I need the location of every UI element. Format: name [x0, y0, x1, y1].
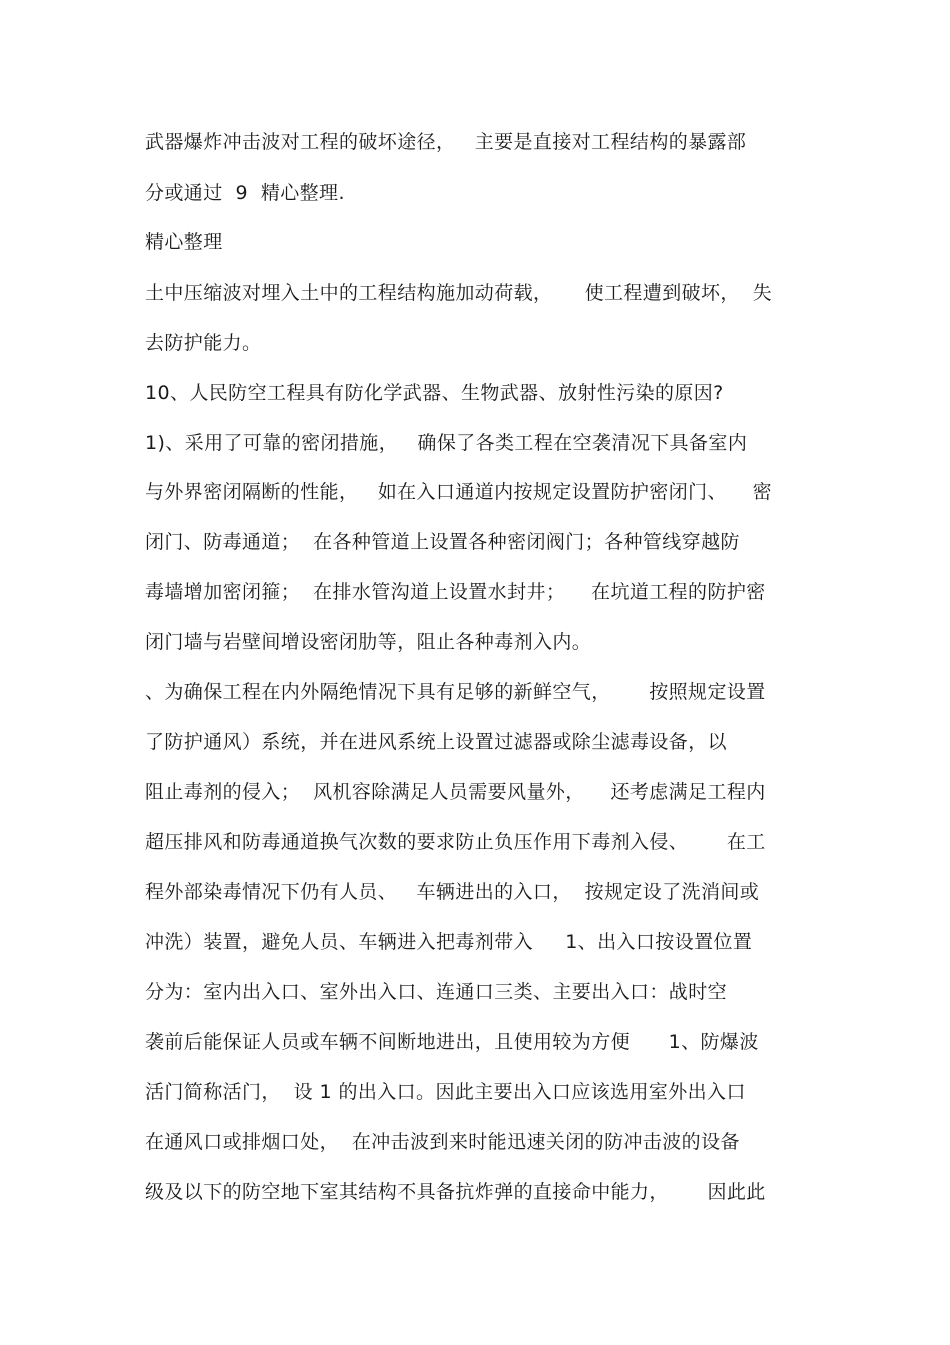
text-line: 1)、采用了可靠的密闭措施， 确保了各类工程在空袭清况下具备室内	[145, 432, 748, 454]
text-line: 在通风口或排烟口处， 在冲击波到来时能迅速关闭的防冲击波的设备	[145, 1131, 740, 1153]
text-line: 活门简称活门， 设 1 的出入口。因此主要出入口应该选用室外出入口	[145, 1081, 746, 1103]
text-line: 毒墙增加密闭箍； 在排水管沟道上设置水封井； 在坑道工程的防护密	[145, 581, 766, 603]
text-line: 程外部染毒情况下仍有人员、 车辆进出的入口， 按规定设了洗消间或	[145, 881, 760, 903]
text-line: 精心整理	[145, 231, 223, 253]
text-line: 了防护通风）系统，并在进风系统上设置过滤器或除尘滤毒设备，以	[145, 731, 728, 753]
text-line: 与外界密闭隔断的性能， 如在入口通道内按规定设置防护密闭门、 密	[145, 481, 773, 503]
text-line: 土中压缩波对埋入土中的工程结构施加动荷载， 使工程遭到破坏， 失	[145, 282, 773, 304]
text-line: 冲洗）装置，避免人员、车辆进入把毒剂带入 1、出入口按设置位置	[145, 931, 753, 953]
text-line: 去防护能力。	[145, 332, 262, 354]
text-line: 分为：室内出入口、室外出入口、连通口三类、主要出入口：战时空	[145, 981, 728, 1003]
text-line: 超压排风和防毒通道换气次数的要求防止负压作用下毒剂入侵、 在工	[145, 831, 766, 853]
text-line: 阻止毒剂的侵入； 风机容除满足人员需要风量外， 还考虑满足工程内	[145, 781, 766, 803]
text-line: 闭门、防毒通道； 在各种管道上设置各种密闭阀门；各种管线穿越防	[145, 531, 740, 553]
text-line: 闭门墙与岩壁间增设密闭肋等，阻止各种毒剂入内。	[145, 631, 592, 653]
text-line: 、为确保工程在内外隔绝情况下具有足够的新鲜空气， 按照规定设置	[145, 681, 766, 703]
text-line: 武器爆炸冲击波对工程的破坏途径， 主要是直接对工程结构的暴露部	[145, 131, 747, 153]
text-line: 袭前后能保证人员或车辆不间断地进出，且使用较为方便 1、防爆波	[145, 1031, 759, 1053]
text-line: 10、人民防空工程具有防化学武器、生物武器、放射性污染的原因?	[145, 382, 724, 404]
text-line: 级及以下的防空地下室其结构不具备抗炸弹的直接命中能力， 因此此	[145, 1181, 766, 1203]
text-line: 分或通过 9 精心整理.	[145, 182, 345, 204]
